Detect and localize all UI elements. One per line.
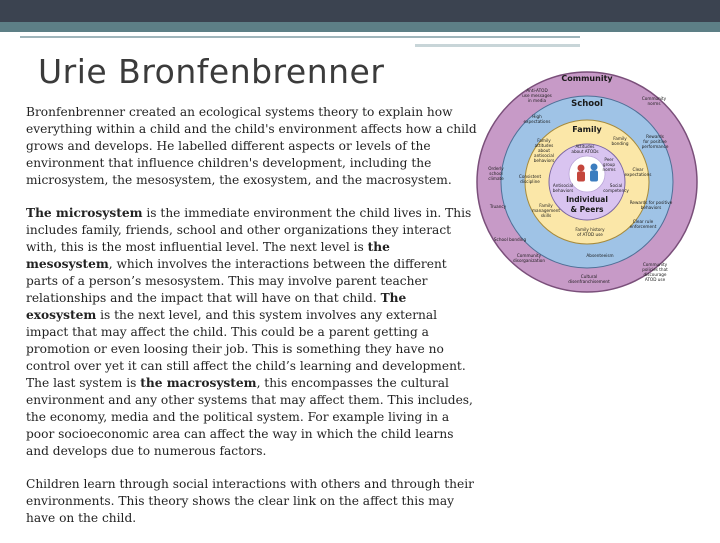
label-rewards-behaviors: Rewards for positive behaviors xyxy=(629,200,673,210)
slide-title: Urie Bronfenbrenner xyxy=(38,52,385,91)
text-segment: is the next level, and this system involves any external impact that may affect the child. This could be a parent getting a promotion or even loosing their job. This is something they have no control over yet it can still affect the child’s learning and development. The last system is xyxy=(26,308,466,390)
title-divider xyxy=(20,36,580,38)
systems-paragraph xyxy=(26,205,478,460)
community-label: Community xyxy=(561,74,613,83)
peer-figure-head xyxy=(591,164,598,171)
center-disc xyxy=(569,156,605,192)
label-attitudes-atod: Attitudes about ATODs xyxy=(571,144,599,154)
intro-paragraph: Bronfenbrenner created an ecological systems theory to explain how everything within a child and the child's environment affects how a child grows and develops. He labelled different aspects or levels of the environment that influence children's development, including the microsystem, the mesosystem, the exosystem, and the macrosystem. xyxy=(26,105,477,187)
label-peer-group: Peer group norms xyxy=(602,157,616,172)
family-label: Family xyxy=(572,125,602,134)
label-high-expectations: High expectations xyxy=(523,114,551,124)
peers-label: & Peers xyxy=(570,205,604,214)
label-orderly-school: Orderly school climate xyxy=(488,166,504,181)
term-exosystem: The exosystem xyxy=(26,291,407,322)
label-rewards-performance: Rewards for positive performance xyxy=(641,134,669,149)
label-truancy: Truancy xyxy=(489,204,507,209)
label-family-history: Family history of ATOD use xyxy=(575,227,605,237)
peer-figure-body xyxy=(590,171,598,182)
label-school-bonding: School bonding xyxy=(493,237,527,242)
term-microsystem: The microsystem xyxy=(26,206,143,220)
child-figure-body xyxy=(577,172,585,182)
individual-label: Individual xyxy=(566,195,608,204)
label-consistent-discipline: Consistent discipline xyxy=(518,174,542,184)
text-segment: , this encompasses the cultural environment and any other systems that may affect them. This includes, the economy, media and the political system. For example living in a poor socioeconomic area can affect the way in which the child learns and develops due to numerous factors. xyxy=(26,376,473,458)
label-social-competency: Social competency xyxy=(603,183,629,193)
conclusion-paragraph: Children learn through social interactions with others and through their environments. This theory shows the clear link on the affect this may have on the child. xyxy=(26,477,474,525)
label-family-bonding: Family bonding xyxy=(611,136,629,146)
slide-body xyxy=(26,104,478,543)
slide-top-bar xyxy=(0,0,720,22)
label-community-disorganization: Community disorganization xyxy=(512,253,546,263)
label-family-attitudes: Family attitudes about antisocial behaviors xyxy=(533,138,555,163)
label-antisocial-behaviors: Antisocial behaviors xyxy=(552,183,574,193)
term-macrosystem: the macrosystem xyxy=(140,376,257,390)
ecological-model-diagram xyxy=(472,60,702,300)
text-segment: , which involves the interactions between the different parts of a person’s mesosystem. This may involve parent teacher relationships and the impact that will have on that child. xyxy=(26,257,447,305)
label-community-policies: Community policies that discourage ATOD use xyxy=(642,262,668,282)
slide-accent-bar xyxy=(0,22,720,32)
school-label: School xyxy=(571,99,603,109)
label-clear-rule: Clear rule enforcement xyxy=(629,219,657,229)
label-community-norms: Community norms xyxy=(641,96,667,106)
label-cultural: Cultural disenfranchisement xyxy=(568,274,610,284)
child-figure-head xyxy=(578,165,585,172)
label-absenteeism: Absenteeism xyxy=(586,253,614,258)
label-clear-expectations: Clear expectations xyxy=(624,167,652,177)
term-mesosystem: the mesosystem xyxy=(26,240,390,271)
label-anti-atod: Anti-ATOD use messages in media xyxy=(522,88,552,103)
title-divider-accent xyxy=(415,44,580,47)
text-segment: is the immediate environment the child lives in. This includes family, friends, school and other organizations they interact with, this is the most influential level. The next level is xyxy=(26,206,472,254)
label-family-management: Family management skills xyxy=(531,203,561,218)
